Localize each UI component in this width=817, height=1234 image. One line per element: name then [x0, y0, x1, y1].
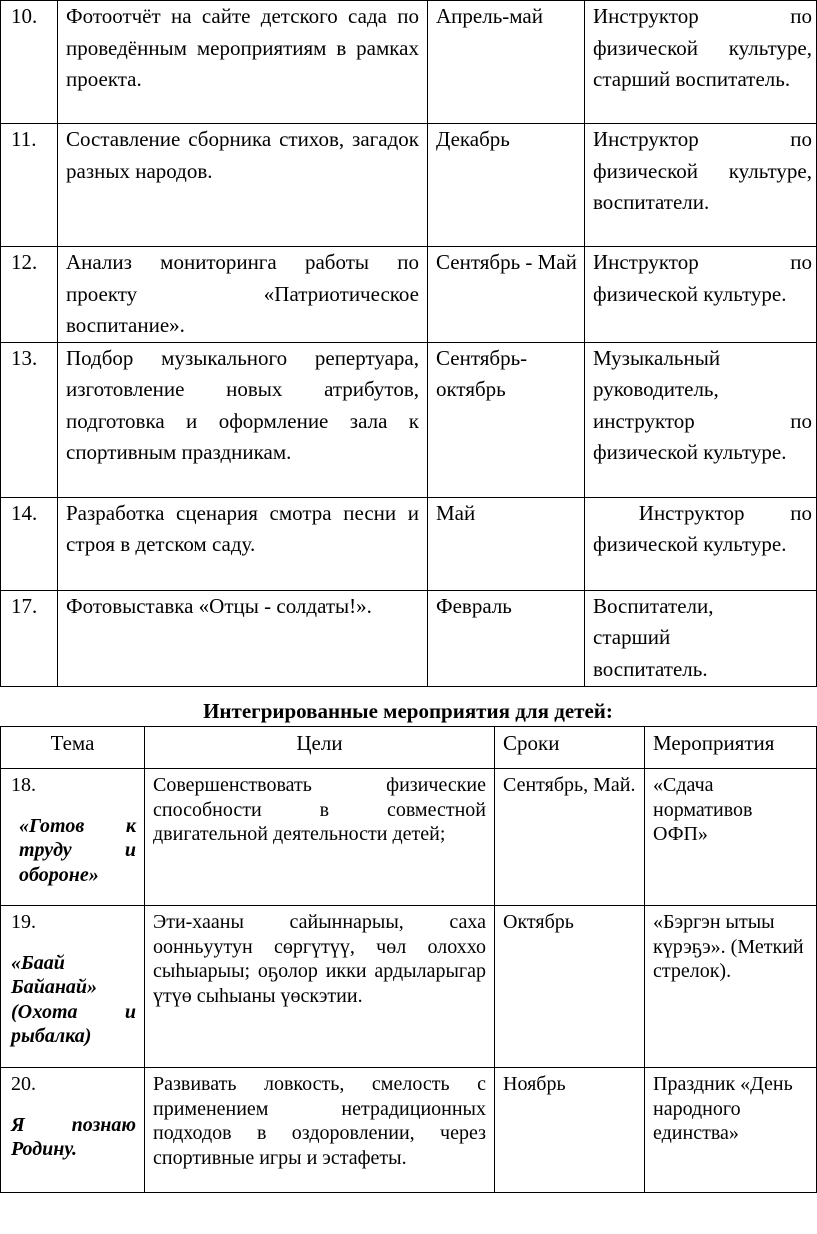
responsible-cell: Инструктор по физической культуре, воспитатели.	[585, 124, 817, 247]
row-number: 20.	[11, 1073, 36, 1095]
event-cell: Составление сборника стихов, загадок разных народов.	[58, 124, 428, 247]
event-cell: Подбор музыкального репертуара, изготовление новых атрибутов, подготовка и оформление зала к спортивным праздникам.	[58, 342, 428, 497]
header-goals: Цели	[145, 727, 495, 769]
period-cell: Апрель-май	[428, 1, 585, 124]
row-number: 12.	[1, 247, 58, 343]
table-row	[1, 497, 817, 590]
table-row	[1, 1068, 817, 1193]
goals-cell: Эти-хааны сайыннарыы, саха оонньуутун сөргүтүү, чөл олоххо сыһыарыы; оҕолор икки ардыларыгар үтүө сыһыаны үөскэтии.	[145, 906, 495, 1068]
events-cell: «Бэргэн ытыы күрэҕэ». (Меткий стрелок).	[645, 906, 817, 1068]
table-row	[1, 342, 817, 497]
row-number: 19.	[11, 911, 36, 933]
period-cell: Сентябрь- октябрь	[428, 342, 585, 497]
topic-name: «Баай Байанай» (Охота и рыбалка)	[11, 951, 136, 1047]
period-cell: Октябрь	[495, 906, 645, 1068]
responsible-cell: Инструктор по физической культуре.	[585, 247, 817, 343]
section-heading: Интегрированные мероприятия для детей:	[203, 699, 613, 723]
table-row	[1, 906, 817, 1068]
table-row	[1, 124, 817, 247]
period-cell: Ноябрь	[495, 1068, 645, 1193]
event-cell: Фотоотчёт на сайте детского сада по проведённым мероприятиям в рамках проекта.	[58, 1, 428, 124]
table-row	[1, 590, 817, 686]
table-row	[1, 1, 817, 124]
row-number: 13.	[1, 342, 58, 497]
period-cell: Май	[428, 497, 585, 590]
period-cell: Сентябрь, Май.	[495, 769, 645, 906]
topic-cell	[1, 1068, 145, 1193]
events-cell: «Сдача нормативов ОФП»	[645, 769, 817, 906]
table-row	[1, 769, 817, 906]
topic-name: Я познаю Родину.	[11, 1113, 136, 1160]
table-row	[1, 247, 817, 343]
header-events: Мероприятия	[645, 727, 817, 769]
responsible-cell: Инструктор по физической культуре.	[585, 497, 817, 590]
table-header-row	[1, 727, 817, 769]
responsible-cell: Инструктор по физической культуре, старший воспитатель.	[585, 1, 817, 124]
integrated-events-table	[0, 726, 817, 1193]
header-topic: Тема	[1, 727, 145, 769]
topic-name: «Готов к труду и обороне»	[19, 814, 136, 886]
event-cell: Анализ мониторинга работы по проекту «Патриотическое воспитание».	[58, 247, 428, 343]
topic-cell	[1, 769, 145, 906]
row-number: 18.	[11, 774, 36, 796]
goals-cell: Развивать ловкость, смелость с применением нетрадиционных подходов в оздоровлении, через спортивные игры и эстафеты.	[145, 1068, 495, 1193]
row-number: 11.	[1, 124, 58, 247]
goals-cell: Совершенствовать физические способности в совместной двигательной деятельности детей;	[145, 769, 495, 906]
event-cell: Фотовыставка «Отцы - солдаты!».	[58, 590, 428, 686]
responsible-cell: Воспитатели, старший воспитатель.	[585, 590, 817, 686]
period-cell: Декабрь	[428, 124, 585, 247]
event-cell: Разработка сценария смотра песни и строя в детском саду.	[58, 497, 428, 590]
topic-cell	[1, 906, 145, 1068]
period-cell: Сентябрь - Май	[428, 247, 585, 343]
row-number: 14.	[1, 497, 58, 590]
row-number: 10.	[1, 1, 58, 124]
period-cell: Февраль	[428, 590, 585, 686]
row-number: 17.	[1, 590, 58, 686]
events-cell: Праздник «День народного единства»	[645, 1068, 817, 1193]
responsible-cell: Музыкальный руководитель, инструктор по физической культуре.	[585, 342, 817, 497]
header-period: Сроки	[495, 727, 645, 769]
